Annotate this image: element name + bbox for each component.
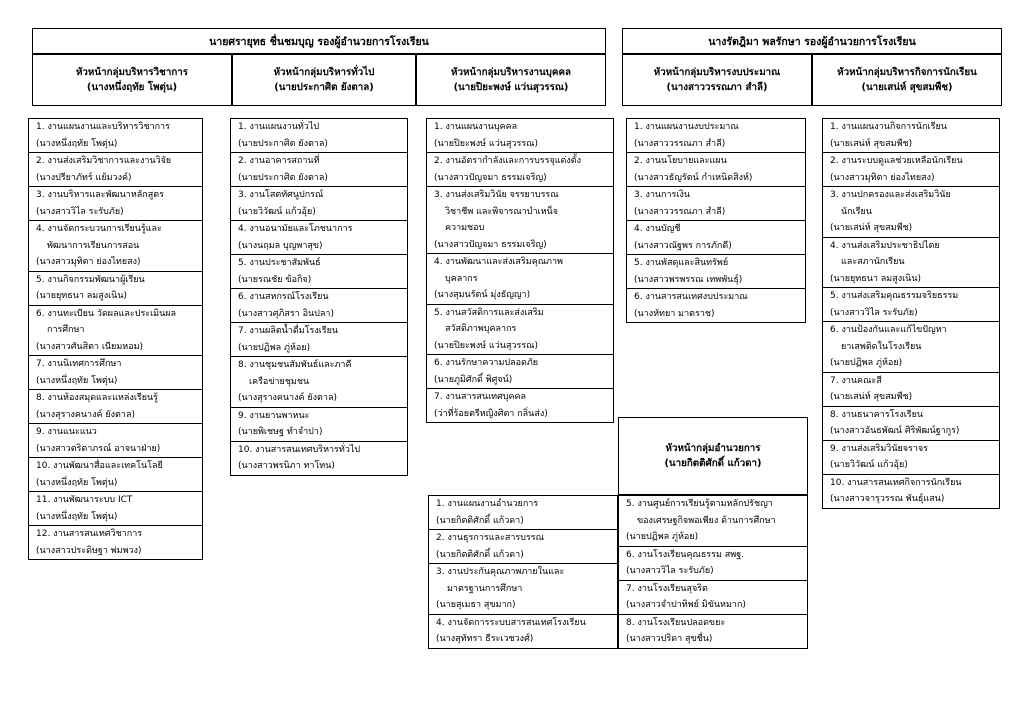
task-title: 6. งานป้องกันและแก้ไขปัญหา <box>830 325 947 335</box>
task-person: (นายเสน่ห์ สุขสมพืช) <box>830 138 913 149</box>
task-person: (นายปฏิพล ภู่ห้อย) <box>830 358 903 368</box>
task-item <box>29 424 202 458</box>
deputy-name: นายศรายุทธ ชื่นชมบุญ รองผู้อำนวยการโรงเรียน <box>209 35 429 48</box>
task-item <box>231 221 407 255</box>
task-title: 4. งานจัดกระบวนการเรียนรู้และ <box>36 224 162 234</box>
task-person: (นางสาวปัญจมา ธรรมเจริญ) <box>434 172 547 183</box>
task-item <box>627 221 805 255</box>
task-title: 1. งานแผนงานกิจการนักเรียน <box>830 122 947 132</box>
head-name: (นายประกาศิต ยังตาล) <box>274 82 374 93</box>
task-title: 10. งานสารสนเทศบริหารทั่วไป <box>238 444 361 455</box>
task-item <box>29 356 202 390</box>
task-title: 4. งานส่งเสริมประชาธิปไตย <box>830 240 940 251</box>
task-title: 3. งานบริหารและพัฒนาหลักสูตร <box>36 190 164 200</box>
task-title: 1. งานแผนงานและบริหารวิชาการ <box>36 122 170 132</box>
head-title: หัวหน้ากลุ่มบริหารงบประมาณ <box>653 66 781 78</box>
task-title-continued: มาตรฐานการศึกษา <box>447 583 523 594</box>
task-title: 3. งานโสตทัศนูปกรณ์ <box>238 190 324 200</box>
task-item <box>29 390 202 424</box>
task-list-student <box>822 118 1000 509</box>
task-title-continued: นักเรียน <box>841 206 872 217</box>
task-person: (นางสาวมุทิตา ย่องไทยสง) <box>830 172 935 183</box>
task-title: 7. งานโรงเรียนสุจริต <box>626 583 708 594</box>
task-title-continued: การศึกษา <box>47 325 85 335</box>
task-person: (นายปิยะพงษ์ แว่นสุวรรณ) <box>434 138 539 149</box>
task-title: 4. งานจัดการระบบสารสนเทศโรงเรียน <box>436 617 586 628</box>
task-item <box>429 564 617 615</box>
task-person: (นางสาวธัญรัตน์ กำเหนิดสิงห์) <box>634 172 753 183</box>
head-name: (นางสาววรรณภา สำลี) <box>666 82 768 93</box>
task-item <box>429 530 617 564</box>
task-title-continued: วิชาชีพ และพิจารณาบำเหน็จ ความชอบ <box>445 206 558 233</box>
task-title: 3. งานประกันคุณภาพภายในและ <box>436 567 565 577</box>
head-academic <box>32 54 232 106</box>
task-item <box>619 496 807 547</box>
task-person: (นายปิยะพงษ์ แว่นสุวรรณ) <box>434 340 539 351</box>
task-item <box>231 408 407 442</box>
task-person: (นางสุมนรัตน์ มุ่งธัญญา) <box>434 290 531 300</box>
head-admin <box>618 417 808 495</box>
task-title: 4. งานอนามัยและโภชนาการ <box>238 224 353 234</box>
task-item <box>231 255 407 289</box>
task-title: 1. งานแผนงานทั่วไป <box>238 122 320 132</box>
task-title: 6. งานทะเบียน วัดผลและประเมินผล <box>36 308 177 319</box>
task-title: 5. งานกิจกรรมพัฒนาผู้เรียน <box>36 274 145 285</box>
head-title: หัวหน้ากลุ่มบริหารวิชาการ <box>75 66 189 78</box>
head-personnel <box>416 54 606 106</box>
task-person: (นายเสน่ห์ สุขสมพืช) <box>830 223 913 233</box>
task-title: 4. งานบัญชี <box>634 224 681 234</box>
task-person: (นางสาววรรณภา สำลี) <box>634 138 726 149</box>
task-person: (นายภูมิศักดิ์ พิศูจน์) <box>434 374 513 385</box>
task-person: (นางหนึ่งฤทัย โพตุ่น) <box>36 138 118 149</box>
task-item <box>29 272 202 306</box>
task-person: (นางสุทัทรา ธีระเวชวงศ์) <box>436 634 534 644</box>
task-person: (นางสาวปัญจมา ธรรมเจริญ) <box>434 239 547 250</box>
deputy-box-2 <box>622 28 1002 54</box>
task-person: (นายวิวัฒน์ แก้วอุ้ย) <box>830 460 908 470</box>
task-title: 3. งานการเงิน <box>634 190 691 200</box>
task-item <box>627 187 805 221</box>
task-title: 6. งานโรงเรียนคุณธรรม สพฐ. <box>626 549 745 560</box>
task-person: (นางหนึ่งฤทัย โพตุ่น) <box>36 375 118 386</box>
task-item <box>29 119 202 153</box>
task-title-continued: บุคลากร <box>445 273 478 284</box>
task-person: (นางสาวศันสิตา เนียมหอม) <box>36 341 144 352</box>
task-title: 2. งานธุรการและสารบรรณ <box>436 533 544 543</box>
task-title: 1. งานแผนงานบุคคล <box>434 122 518 132</box>
deputy-box-1 <box>32 28 606 54</box>
task-person: (นางสาวมุทิตา ย่องไทยสง) <box>36 257 141 267</box>
task-item <box>29 526 202 559</box>
task-item <box>29 492 202 526</box>
task-item <box>823 373 999 407</box>
task-item <box>231 289 407 323</box>
task-item <box>823 322 999 373</box>
task-list-admin-left <box>428 495 618 649</box>
task-item <box>29 221 202 272</box>
task-item <box>427 355 613 389</box>
task-title: 11. งานพัฒนาระบบ ICT <box>36 495 133 505</box>
task-title: 3. งานปกครองและส่งเสริมวินัย <box>830 190 951 200</box>
task-person: (นางสุรางคนางค์ ยังตาล) <box>36 409 135 420</box>
task-person: (นายประกาศิต ยังตาล) <box>238 138 328 149</box>
head-name: (นายเสน่ห์ สุขสมพืช) <box>861 82 953 93</box>
task-item <box>231 187 407 221</box>
task-title: 2. งานส่งเสริมวิชาการและงานวิจัย <box>36 156 172 166</box>
head-budget <box>622 54 812 106</box>
task-item <box>29 153 202 187</box>
head-student <box>812 54 1002 106</box>
task-person: (นางสาววิไล ระรับภัย) <box>830 307 918 318</box>
task-title: 2. งานอาคารสถานที่ <box>238 156 320 166</box>
task-item <box>627 255 805 289</box>
task-title-continued: เครือข่ายชุมชน <box>249 376 310 387</box>
task-item <box>627 153 805 187</box>
task-title-continued: และสภานักเรียน <box>841 257 905 267</box>
task-title: 9. งานส่งเสริมวินัยจราจร <box>830 443 929 454</box>
head-title: หัวหน้ากลุ่มบริหารกิจการนักเรียน <box>837 66 977 78</box>
task-title: 8. งานโรงเรียนปลอดขยะ <box>626 617 726 628</box>
task-item <box>823 119 999 153</box>
task-person: (นางสุรางคนางค์ ยังตาล) <box>238 393 337 403</box>
task-title-continued: พัฒนาการเรียนการสอน <box>47 240 140 251</box>
task-person: (นายสุเมธา สุขมาก) <box>436 600 516 610</box>
task-item <box>823 153 999 187</box>
task-title: 6. งานสารสนเทศงบประมาณ <box>634 292 748 302</box>
task-item <box>619 615 807 648</box>
task-title: 1. งานแผนงานงบประมาณ <box>634 122 739 132</box>
task-item <box>427 389 613 422</box>
task-list-budget <box>626 118 806 323</box>
task-item <box>823 407 999 441</box>
task-title: 8. งานห้องสมุดและแหล่งเรียนรู้ <box>36 393 159 403</box>
task-title-continued: สวัสดิภาพบุคลากร <box>445 324 517 334</box>
task-title: 6. งานสหกรณ์โรงเรียน <box>238 292 329 302</box>
task-item <box>231 119 407 153</box>
task-person: (นางสาวศุภิสรา อินปลา) <box>238 308 334 319</box>
task-person: (นางสาวประดิษฐา พ่มพวง) <box>36 545 142 556</box>
task-person: (นางสาวจำปาทิพย์ มิขันหมาก) <box>626 600 746 610</box>
task-list-personnel <box>426 118 614 423</box>
task-title: 1. งานแผนงานอำนวยการ <box>436 499 539 509</box>
task-person: (นางสาวพรนิภา ทาโทน) <box>238 461 335 471</box>
task-person: (นางสาวพรพรรณ เทพพันธุ์) <box>634 274 743 285</box>
task-person: (นายเสน่ห์ สุขสมพืช) <box>830 392 913 402</box>
task-title: 5. งานสวัสดิการและส่งเสริม <box>434 307 544 318</box>
task-item <box>823 475 999 508</box>
task-person: (นายปฏิพล ภู่ห้อย) <box>626 532 699 542</box>
task-item <box>29 187 202 221</box>
task-title: 6. งานรักษาความปลอดภัย <box>434 358 539 368</box>
task-list-academic <box>28 118 203 560</box>
task-person: (นางสาวตริตาภรณ์ อาจนาฝ่าย) <box>36 443 161 454</box>
task-person: (นางนฤมล บุญพาสุข) <box>238 240 323 251</box>
task-title: 7. งานสารสนเทศบุคคล <box>434 392 527 402</box>
task-item <box>619 547 807 581</box>
task-item <box>627 289 805 322</box>
task-item <box>429 496 617 530</box>
task-title: 9. งานยานพาหนะ <box>238 410 310 421</box>
task-title: 7. งานคณะสี <box>830 375 882 386</box>
task-item <box>29 458 202 492</box>
task-person: (นางสาวอันธพัฒน์ ศิริพัฒน์ฐากูร) <box>830 426 960 436</box>
task-title: 10. งานสารสนเทศกิจการนักเรียน <box>830 477 962 488</box>
task-item <box>29 306 202 357</box>
task-item <box>619 581 807 615</box>
task-person: (นายยุทธนา ลมสูงเนิน) <box>36 291 127 301</box>
task-title: 7. งานผลิตน้ำดื่มโรงเรียน <box>238 326 339 336</box>
head-name: (นางหนึ่งฤทัย โพตุ่น) <box>86 82 178 93</box>
task-item <box>429 615 617 648</box>
task-person: (นางสาววิไล ระรับภัย) <box>36 206 124 217</box>
task-person: (นางสาววรรณภา สำลี) <box>634 206 726 217</box>
task-title: 5. งานประชาสัมพันธ์ <box>238 258 321 268</box>
task-item <box>427 119 613 153</box>
task-title-continued: ยาเสพติดในโรงเรียน <box>841 341 922 352</box>
task-person: (นายวิวัฒน์ แก้วอุ้ย) <box>238 206 316 217</box>
task-item <box>627 119 805 153</box>
task-list-general <box>230 118 408 476</box>
task-title: 2. งานระบบดูแลช่วยเหลือนักเรียน <box>830 156 963 166</box>
task-item <box>231 323 407 357</box>
task-person: (นางสาวณัฐพร การภักดี) <box>634 240 732 251</box>
head-general <box>232 54 416 106</box>
task-person: (ว่าที่ร้อยตรีหญิงศิตา กลิ่นส่ง) <box>434 408 548 419</box>
head-title: หัวหน้ากลุ่มบริหารงานบุคคล <box>450 66 572 78</box>
head-name: (นายปิยะพงษ์ แว่นสุวรรณ) <box>453 82 569 93</box>
task-item <box>427 153 613 187</box>
task-title: 8. งานธนาคารโรงเรียน <box>830 409 924 420</box>
task-item <box>823 288 999 322</box>
task-title: 5. งานพัสดุและสินทรัพย์ <box>634 258 729 268</box>
task-title: 10. งานพัฒนาสื่อและเทคโนโลยี <box>36 461 163 471</box>
task-person: (นายพิเชษฐ ทำจำปา) <box>238 427 323 437</box>
task-title: 5. งานศูนย์การเรียนรู้ตามหลักปรัชญา <box>626 499 773 509</box>
task-title: 2. งานนโยบายและแผน <box>634 156 727 166</box>
task-item <box>427 254 613 305</box>
head-title: หัวหน้ากลุ่มบริหารทั่วไป <box>273 66 375 78</box>
deputy-name: นางรัตฎิมา พลรักษา รองผู้อำนวยการโรงเรียน <box>708 35 916 48</box>
task-person: (นายกิตติศักดิ์ แก้วดา) <box>436 549 524 560</box>
task-person: (นายรณชัย ข้อกิจ) <box>238 274 312 285</box>
task-person: (นางสาววิไล ระรับภัย) <box>626 566 714 576</box>
task-list-admin-right <box>618 495 808 649</box>
task-title: 2. งานอัตรากำลังและการบรรจุแต่งตั้ง <box>434 156 582 166</box>
task-title: 7. งานนิเทศการศึกษา <box>36 359 122 369</box>
task-person: (นางหัทยา มาตราช) <box>634 308 715 319</box>
task-item <box>231 442 407 475</box>
task-title: 8. งานชุมชนสัมพันธ์และภาคี <box>238 360 352 370</box>
task-title: 4. งานพัฒนาและส่งเสริมคุณภาพ <box>434 257 563 267</box>
task-person: (นายปฏิพล ภู่ห้อย) <box>238 342 311 353</box>
task-item <box>823 441 999 475</box>
task-person: (นายประกาศิต ยังตาล) <box>238 172 328 183</box>
task-item <box>823 238 999 289</box>
task-item <box>823 187 999 238</box>
task-person: (นางหนึ่งฤทัย โพตุ่น) <box>36 477 118 488</box>
task-title: 3. งานส่งเสริมวินัย จรรยาบรรณ <box>434 190 559 200</box>
task-item <box>427 187 613 254</box>
head-title: หัวหน้ากลุ่มอำนวยการ <box>665 442 761 454</box>
task-person: (นางหนึ่งฤทัย โพตุ่น) <box>36 511 118 522</box>
task-item <box>427 305 613 356</box>
task-title: 5. งานส่งเสริมคุณธรรมจริยธรรม <box>830 291 959 301</box>
task-person: (นางสาวปริดา สุขชื่น) <box>626 634 713 644</box>
task-title: 12. งานสารสนเทศวิชาการ <box>36 529 143 539</box>
task-title-continued: ของเศรษฐกิจพอเพียง ด้านการศึกษา <box>637 515 776 526</box>
task-person: (นายยุทธนา ลมสูงเนิน) <box>830 273 921 284</box>
task-item <box>231 153 407 187</box>
task-item <box>231 357 407 408</box>
task-person: (นางสาวจารุวรรณ พันธุ์แสน) <box>830 494 945 504</box>
task-person: (นายกิตติศักดิ์ แก้วดา) <box>436 515 524 526</box>
task-title: 9. งานแนะแนว <box>36 427 97 437</box>
head-name: (นายกิตติศักดิ์ แก้วดา) <box>664 458 762 469</box>
task-person: (นางปรียาภัทร์ แย้มวงค์) <box>36 172 132 183</box>
